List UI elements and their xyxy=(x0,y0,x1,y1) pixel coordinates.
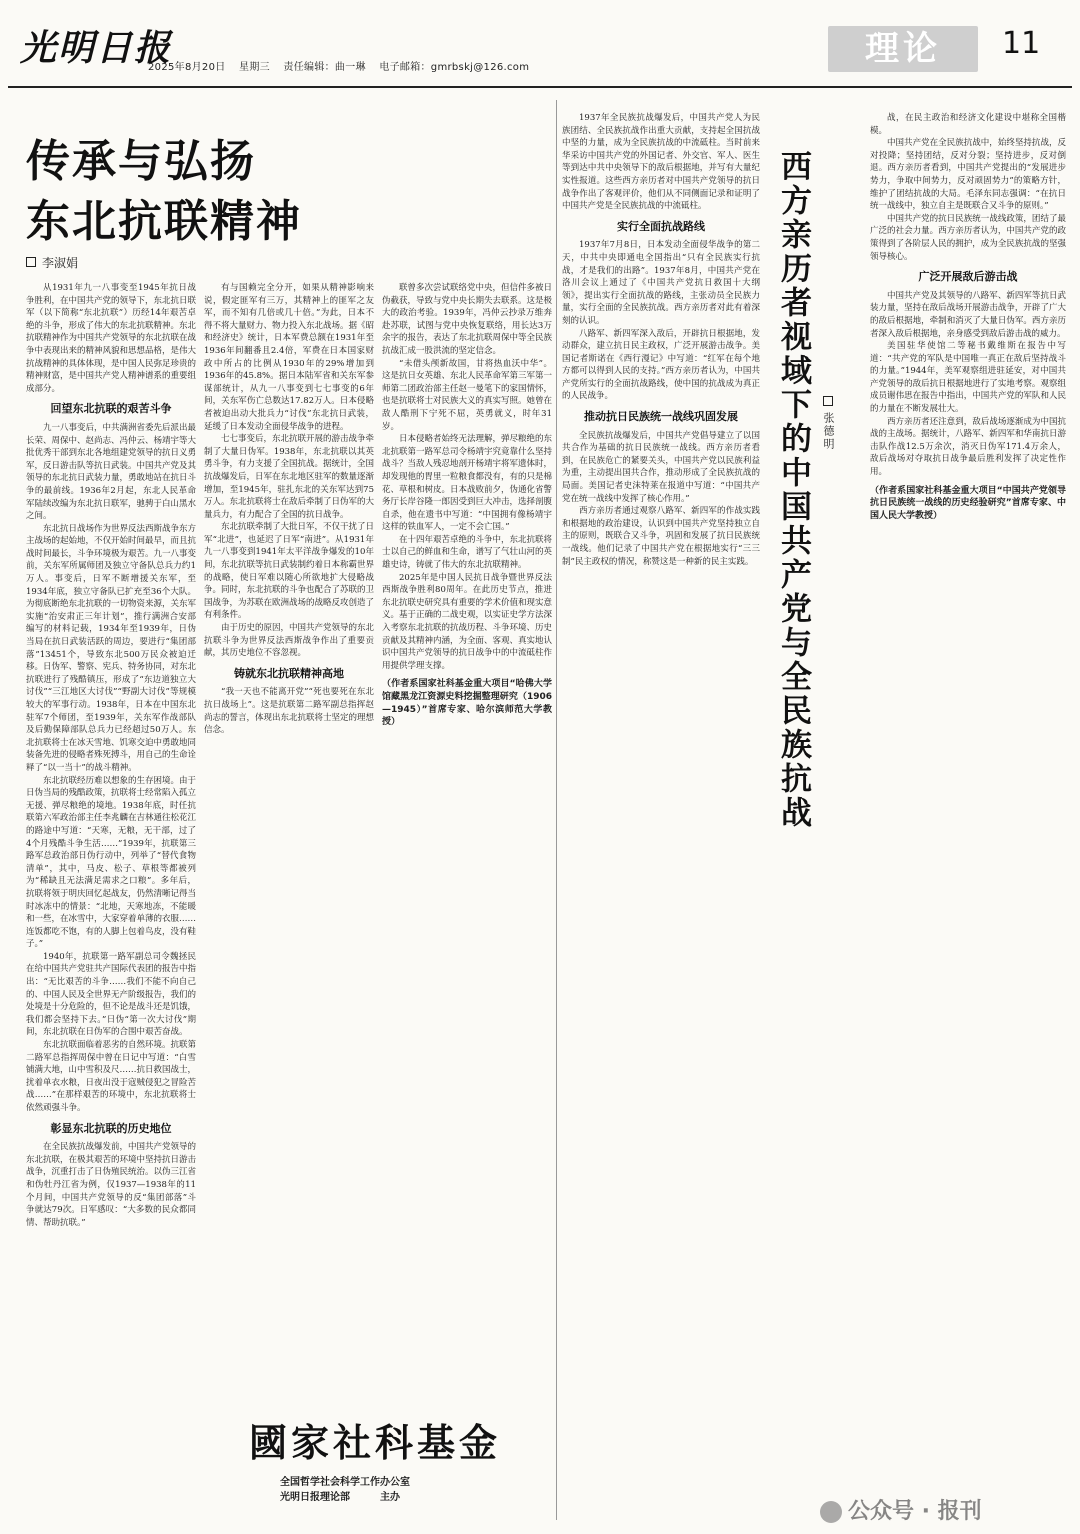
paragraph: 1940年，抗联第一路军副总司令魏拯民在给中国共产党驻共产国际代表团的报告中指出：“无比艰苦的斗争……我们不能不向自己的、中国人民及全世界无产阶级报告，我们的处境是十分危险的，但不论是战斗还是饥饿，我们都会坚持下去。”日伪“第一次大讨伐”期间，东北抗联在日伪军的合围中艰苦奋战。 xyxy=(26,951,196,1038)
article2-heading-3: 广泛开展敌后游击战 xyxy=(918,270,1018,284)
paragraph: 美国驻华使馆二等秘书戴维斯在报告中写道：“共产党的军队是中国唯一真正在敌后坚持战斗的力量。”1944年，美军观察组进驻延安，对中国共产党领导的敌后抗日根据地进行了实地考察。观察组成员谢伟思在报告中指出，中国共产党的军队和人民的力量在不断发展壮大。 xyxy=(870,341,1066,415)
paragraph: 1937年7月8日，日本发动全面侵华战争的第二天，中共中央即通电全国指出“只有全民族实行抗战，才是我们的出路”。1937年8月，中国共产党在洛川会议上通过了《中国共产党抗日救国十大纲领》，提出实行全面抗战的路线，主张动员全民族力量，实行全面的全民族抗战。西方亲历者对此有着深刻的认识。 xyxy=(562,240,760,326)
fund-org-2-label: 光明日报理论部 xyxy=(280,1492,350,1503)
paragraph: 全民族抗战爆发后，中国共产党倡导建立了以国共合作为基础的抗日民族统一战线。西方亲历者看到，在民族危亡的紧要关头，中国共产党以民族利益为重，主动提出国共合作，推动形成了全民族抗战的局面。美国记者史沫特莱在报道中写道：“中国共产党在统一战线中发挥了核心作用。” xyxy=(562,430,760,504)
paragraph: 由于历史的原因，中国共产党领导的东北抗联斗争为世界反法西斯战争作出了重要贡献，其历史地位不容忽视。 xyxy=(204,623,374,659)
article2-heading-2: 推动抗日民族统一战线巩固发展 xyxy=(584,410,738,424)
issue-editor: 责任编辑：曲一琳 xyxy=(283,62,366,73)
article2-title: 西方亲历者视域下的中国共产党与全民族抗战 xyxy=(775,150,811,830)
paragraph: 联曾多次尝试联络党中央，但信件多被日伪截获，导致与党中央长期失去联系。这是极大的政治考验。1939年，冯仲云抄录万维奔赴苏联，试图与党中央恢复联络，用长达3万余字的报告，表达了东北抗联周保中等全民族抗战汇成一股洪流的坚定信念。 xyxy=(382,283,552,356)
article2-heading-1: 实行全面抗战路线 xyxy=(617,219,705,233)
paragraph: 从1931年九一八事变至1945年抗日战争胜利，在中国共产党的领导下，东北抗日联军（以下简称“东北抗联”）历经14年艰苦卓绝的斗争，形成了伟大的东北抗联精神。东北抗联精神作为中国共产党领导的东北抗联在战争中表现出来的精神风貌和思想品格，是伟大抗战精神的具体体现，是中国人民弥足珍贵的精神财富，是中国共产党人精神谱系的重要组成部分。 xyxy=(26,283,196,394)
article1-column-1 xyxy=(26,282,196,1528)
paragraph: 有与国赖完全分开，如果从精神影响来说，假定匪军有三万，其精神上的匪军之友军，而不知有几倍或几十倍。”为此，日本不得不将大量财力、物力投入东北战场。据《昭和经济史》统计，日本军费总额在1931年至1936年间翻番且2.4倍，军费在日本国家财政中所占的比例从1930年的29%增加到1936年的45.8%。据日本陆军省和关东军参谋部统计，从九一八事变到七七事变的6年间，关东军伤亡总数达17.82万人。日本侵略者被迫出动大批兵力“讨伐”东北抗日武装，延缓了日本发动全面侵华战争的进程。 xyxy=(204,283,374,432)
article1-heading-2: 彰显东北抗联的历史地位 xyxy=(50,1121,172,1135)
paragraph: 西方亲历者通过观察八路军、新四军的作战实践和根据地的政治建设，认识到中国共产党坚持独立自主的原则，既联合又斗争，巩固和发展了抗日民族统一战线。他们记录了中国共产党在根据地实行“三三制”民主政权的情况，称赞这是一种新的民主实践。 xyxy=(562,506,760,567)
fund-organizers xyxy=(220,1475,530,1505)
masthead-rule xyxy=(8,86,1072,88)
article2-author: 张德明 xyxy=(822,412,835,451)
article1-author: 李淑娟 xyxy=(42,256,79,270)
paragraph: 战，在民主政治和经济文化建设中堪称全国楷模。 xyxy=(870,113,1066,136)
article2-column-1 xyxy=(562,112,760,1522)
fund-org-1: 全国哲学社会科学工作办公室 xyxy=(280,1477,410,1488)
paragraph: 西方亲历者还注意到，敌后战场逐渐成为中国抗战的主战场。据统计，八路军、新四军和华南抗日游击队作战12.5万余次，消灭日伪军171.4万余人，敌后战场对夺取抗日战争最后胜利发挥了决定性作用。 xyxy=(870,416,1066,478)
paragraph: “未借头颅新故国，甘将热血沃中华”。这是抗日女英雄、东北人民革命军第三军第一师第二团政治部主任赵一曼笔下的家国情怀，也是抗联将士对民族大义的真实写照。她曾在敌人酷刑下宁死不屈，英勇就义，时年31岁。 xyxy=(382,358,552,432)
masthead xyxy=(8,20,1072,78)
article1-column-2 xyxy=(204,282,374,1402)
article1-title-line2: 东北抗联精神 xyxy=(26,196,302,247)
article1-column-3 xyxy=(382,282,552,1402)
paragraph: 日本侵略者始终无法理解，弹尽粮绝的东北抗联第一路军总司令杨靖宇究竟靠什么坚持战斗？当敌人残忍地剖开杨靖宇将军遗体时，却发现他的胃里一粒粮食都没有，有的只是棉花、草根和树皮。日本战败前夕，伪通化省警务厅长岸谷隆一郎因受到巨大冲击，选择剖腹自杀，他在遗书中写道：“中国拥有像杨靖宇这样的铁血军人，一定不会亡国。” xyxy=(382,434,552,533)
paragraph: 1937年全民族抗战爆发后，中国共产党人为民族团结、全民族抗战作出重大贡献，支持起全国抗战中坚的力量，成为全民族抗战的中流砥柱。当时前来华采访中国共产党的外国记者、外交官、军人、医生等到达中共中央领导下的敌后根据地，并写有大量纪实性报道。这些西方亲历者对中国共产党领导的抗日战争作出了客观评价，他们从不同侧面记录和证明了中国共产党是全民族抗战的中流砥柱。 xyxy=(562,113,760,212)
paragraph: “我一天也不能离开党”“死也要死在东北抗日战场上”。这是抗联第二路军副总指挥赵尚志的誓言，体现出东北抗联将士坚定的理想信念。 xyxy=(204,687,374,736)
article2-author-note: （作者系国家社科基金重大项目“中国共产党领导抗日民族统一战线的历史经验研究”首席专家、中国人民大学教授） xyxy=(870,485,1066,521)
article1-title xyxy=(26,132,302,252)
byline-box-icon xyxy=(26,257,36,267)
watermark-text: 公众号 · 报刊 xyxy=(848,1499,982,1524)
paragraph: 八路军、新四军深入敌后，开辟抗日根据地，发动群众，建立抗日民主政权，广泛开展游击战争。美国记者斯诺在《西行漫记》中写道：“红军在每个地方都可以得到人民的支持。”西方亲历者认为，中国共产党所实行的全面抗战路线，使中国的抗战成为真正的人民战争。 xyxy=(562,328,760,402)
issue-email: 电子邮箱：gmrbskj@126.com xyxy=(379,62,530,73)
paragraph: 东北抗日战场作为世界反法西斯战争东方主战场的起始地，不仅开始时间最早，而且抗战时间最长，斗争环境极为艰苦。九一八事变前，关东军所属师团及独立守备队总兵力约1万人。事变后，日军不断增援关东军，至1934年底，独立守备队已扩充至36个大队。为彻底断绝东北抗联的一切物资来源，关东军实施“治安肃正三年计划”，推行满洲合安部编写的材料记载，1934年至1939年，日伪当局在抗日武装活跃的周边，要进行“集团部落”13451个，导致东北500万民众被迫迁移。日伪军、警察、宪兵、特务协同，对东北抗联进行了残酷镇压，形成了“东边道独立大讨伐”“三江地区大讨伐”“野副大讨伐”等规模较大的军事行动。1938年，日本在中国东北驻军7个师团，至1939年，关东军作战部队及后勤保障部队总兵力已经超过50万人。东北抗联将士在冰天雪地、饥寒交迫中勇敢地同装备先进的侵略者殊死搏斗，用自己的生命诠释了“以一当十”的战斗精神。 xyxy=(26,523,196,773)
paragraph: 中国共产党在全民族抗战中，始终坚持抗战，反对投降；坚持团结，反对分裂；坚持进步，反对倒退。西方亲历者看到，中国共产党提出的“发展进步势力，争取中间势力，反对顽固势力”的策略方针，维护了团结抗战的大局。毛泽东同志强调：“在抗日统一战线中，独立自主是既联合又斗争的原则。” xyxy=(870,138,1066,212)
wechat-icon xyxy=(820,1501,842,1523)
paragraph: 东北抗联经历难以想象的生存困境。由于日伪当局的残酷政策，抗联将士经常陷入孤立无援、弹尽粮绝的境地。1938年底，时任抗联第六军政治部主任李兆麟在吉林通往松花江的路途中写道：“天寒，无粮，无干部，过了4个月残酷斗争生活……”1939年，抗联第三路军总政治部日伪行动中，列举了“替代食物清单”，其中，马皮、松子、草根等都被列为“稀缺且无法满足需求之口粮”。多年后，抗联将领于明庆回忆起战友，仍然清晰记得当时冰冻中的情景：“北地，天寒地冻，不能暖和一些，在冰雪中，大家穿着单薄的衣服……连饭都吃不饱，有的人脚上包着鸟皮，没有鞋子。” xyxy=(26,775,196,950)
paragraph: 中国共产党及其领导的八路军、新四军等抗日武装力量，坚持在敌后战场开展游击战争，开辟了广大的敌后根据地，牵制和消灭了大量日伪军。西方亲历者深入敌后根据地，亲身感受到敌后游击战的威力。 xyxy=(870,290,1066,339)
paragraph: 2025年是中国人民抗日战争暨世界反法西斯战争胜利80周年。在此历史节点，推进东北抗联史研究具有重要的学术价值和现实意义。基于正确的二战史观，以实证史学方法深入考察东北抗联的抗战历程、斗争环境、历史贡献及其精神内涵，为全面、客观、真实地认识中国共产党领导的抗日战争中的中流砥柱作用提供学理支撑。 xyxy=(382,572,552,671)
issue-weekday: 星期三 xyxy=(239,62,270,73)
watermark xyxy=(820,1494,982,1525)
article1-author-note: （作者系国家社科基金重大项目“哈佛大学馆藏黑龙江资源史料挖掘整理研究（1906—1945）”首席专家、哈尔滨师范大学教授） xyxy=(382,679,552,728)
paragraph: 中国共产党的抗日民族统一战线政策，团结了最广泛的社会力量。西方亲历者认为，中国共产党的政策得到了各阶层人民的拥护，成为全民族抗战的坚强领导核心。 xyxy=(870,213,1066,262)
paragraph: 东北抗联牵制了大批日军，不仅干扰了日军“北进”，也延迟了日军“南进”。从1931年九一八事变到1941年太平洋战争爆发的10年间，东北抗联等抗日武装制约着日本称霸世界的战略，使日军难以随心所欲地扩大侵略战争。同时，东北抗联的斗争也配合了苏联的卫国战争，为苏联在欧洲战场的战略反攻创造了有利条件。 xyxy=(204,522,374,621)
paragraph: 在十四年艰苦卓绝的斗争中，东北抗联将士以自己的鲜血和生命，谱写了气壮山河的英雄史诗，铸就了伟大的东北抗联精神。 xyxy=(382,534,552,571)
paragraph: 九一八事变后，中共满洲省委先后派出最长荣、周保中、赵尚志、冯仲云、杨靖宇等大批优秀干部到东北各地组建党领导的抗日义勇军，反日游击队等抗日武装。中国共产党及其领导的东北抗日武装力量，勇敢地站在抗日斗争的最前线。1936年2月起，东北人民革命军陆续改编为东北抗日联军，驰骋于白山黑水之间。 xyxy=(26,422,196,522)
article1-byline xyxy=(26,254,78,271)
paragraph: 在全民族抗战爆发前，中国共产党领导的东北抗联，在极其艰苦的环境中坚持抗日游击战争，沉重打击了日伪殖民统治。以伪三江省和伪牡丹江省为例，仅1937—1938年的11个月间，中国共产党领导的反“集团部落”斗争就达79次。日军感叹：“大多数的民众都同情、帮助抗联。” xyxy=(26,1142,196,1228)
newspaper-logo: 光明日报 xyxy=(20,27,173,69)
article2-byline xyxy=(820,396,836,451)
byline-box-icon xyxy=(823,396,833,406)
fund-title: 國家社科基金 xyxy=(248,1420,501,1465)
page-number: 11 xyxy=(1002,26,1041,61)
fund-box xyxy=(220,1412,530,1524)
article1-heading-1: 回望东北抗联的艰苦斗争 xyxy=(50,402,172,416)
article1-heading-3: 铸就东北抗联精神高地 xyxy=(234,666,344,680)
issue-meta xyxy=(148,58,539,73)
paragraph: 七七事变后，东北抗联开展的游击战争牵制了大量日伪军。1938年，东北抗联以其英勇斗争，有力支援了全国抗战。据统计，全国抗战爆发后，日军在东北地区驻军的数量逐渐增加，至1945年，驻扎东北的关东军达到75万人。东北抗联将士在敌后牵制了日伪军的大量兵力，有力配合了全国的抗日战争。 xyxy=(204,434,374,520)
issue-date: 2025年8月20日 xyxy=(148,62,226,73)
article1-title-line1: 传承与弘扬 xyxy=(26,136,256,187)
paragraph: 东北抗联面临着恶劣的自然环境。抗联第二路军总指挥周保中曾在日记中写道：“白雪铺满大地，山中雪积及尺……抗日救国战士，扰着单衣水粮，日夜出没于寇贼侵犯之冒险苦战……”在那样艰苦的环境中，东北抗联将士依然顽强斗争。 xyxy=(26,1040,196,1113)
article2-column-2 xyxy=(870,112,1066,1522)
fund-host: 主办 xyxy=(380,1492,400,1503)
fund-org-2 xyxy=(280,1490,530,1505)
section-tag: 理论 xyxy=(828,26,978,72)
column-divider xyxy=(556,100,557,1520)
